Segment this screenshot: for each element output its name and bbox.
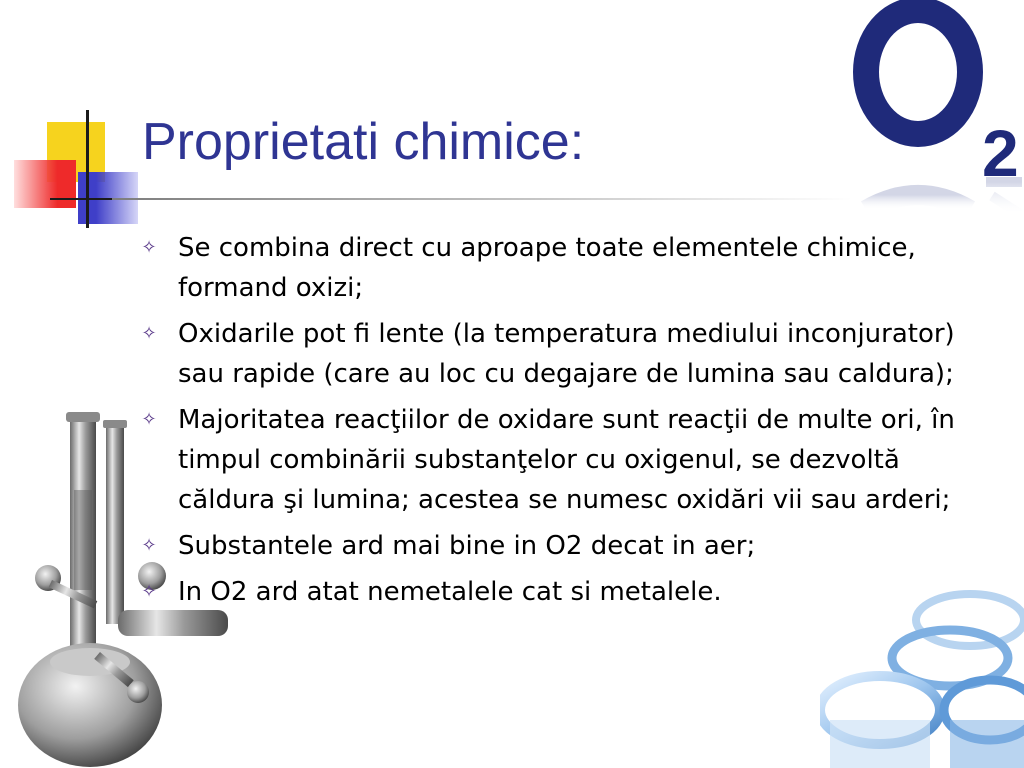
title-underline	[112, 198, 852, 200]
diamond-star-icon: ✧	[141, 409, 157, 430]
list-item	[136, 228, 996, 308]
list-item	[136, 400, 996, 520]
logo-subscript: 2	[982, 116, 1019, 190]
decor-horizontal-line	[50, 198, 112, 200]
bullet-text: Se combina direct cu aproape toate elementele chimice, formand oxizi;	[178, 233, 916, 303]
diamond-star-icon: ✧	[141, 237, 157, 258]
bullet-list	[136, 228, 996, 618]
bullet-text: In O2 ard atat nemetalele cat si metalele.	[178, 577, 722, 607]
list-item	[136, 572, 996, 612]
bullet-text: Substantele ard mai bine in O2 decat in aer;	[178, 531, 756, 561]
diamond-star-icon: ✧	[141, 535, 157, 556]
diamond-star-icon: ✧	[141, 323, 157, 344]
list-item	[136, 314, 996, 394]
list-item	[136, 526, 996, 566]
decor-vertical-line	[86, 110, 89, 228]
diamond-star-icon: ✧	[141, 581, 157, 602]
slide-title: Proprietati chimice:	[142, 113, 585, 171]
bullet-text: Majoritatea reacţiilor de oxidare sunt reacţii de multe ori, în timpul combinării substanţelor cu oxigenul, se dezvoltă căldura şi lumina; acestea se numesc oxidări vii sau arderi;	[178, 405, 955, 515]
bullet-text: Oxidarile pot fi lente (la temperatura mediului inconjurator) sau rapide (care au loc cu degajare de lumina sau caldura);	[178, 319, 955, 389]
decor-red-square	[14, 160, 76, 208]
o2-logo-icon	[852, 0, 1024, 235]
